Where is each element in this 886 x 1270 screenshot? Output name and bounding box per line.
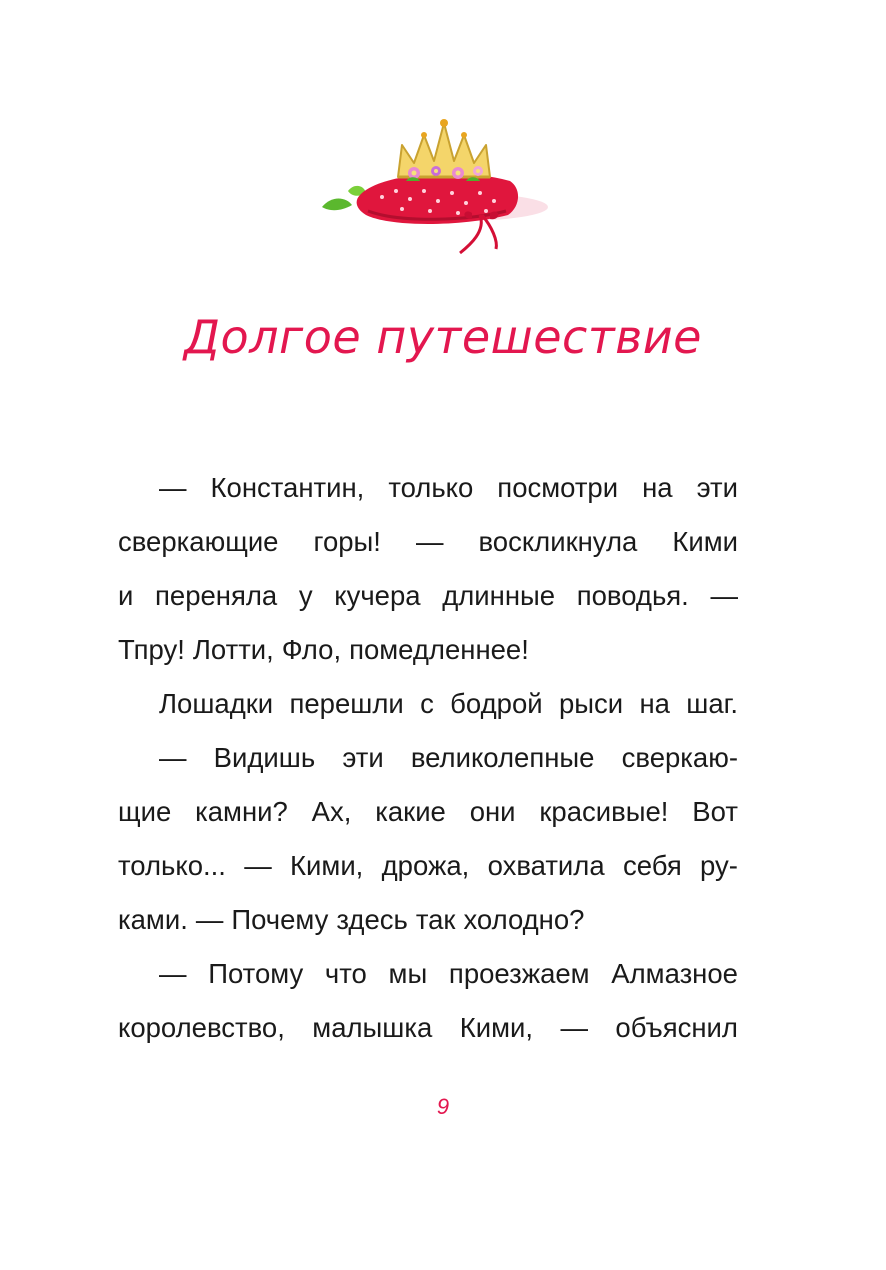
crown-on-pillow-icon [310,115,550,265]
text-line [118,1001,738,1055]
word: Лотти, [192,634,274,665]
word: — [159,958,187,989]
text-line [118,515,738,569]
word: — [415,526,444,557]
text-line [118,569,738,623]
word: — [560,1012,588,1043]
word: камни? [195,796,288,827]
word: сверкаю- [621,742,738,773]
word: какие [375,796,446,827]
word: так [415,904,456,935]
word: длинные [442,580,556,611]
word: с [420,688,434,719]
word: охватила [487,850,605,881]
word: шаг. [686,688,738,719]
word: только... [118,850,226,881]
text-line [118,947,738,1001]
word: здесь [336,904,408,935]
word: Ах, [311,796,352,827]
word: Видишь [213,742,316,773]
word: Кими, [290,850,364,881]
word: горы! [313,526,381,557]
word: дрожа, [381,850,470,881]
word: на [639,688,670,719]
chapter-body-text [118,461,738,1055]
word: себя [622,850,682,881]
word: помедленнее! [349,634,529,665]
word: ками. [118,904,188,935]
word: королевство, [118,1012,285,1043]
word: перешли [289,688,404,719]
text-line [118,623,738,677]
text-line [118,893,738,947]
word: только [388,472,474,503]
word: что [324,958,367,989]
word: проезжаем [448,958,590,989]
word: они [469,796,516,827]
word: посмотри [497,472,619,503]
word: и [118,580,134,611]
word: ру- [700,850,738,881]
word: у [298,580,313,611]
word: объяснил [615,1012,738,1043]
word: эти [696,472,738,503]
word: — [159,742,187,773]
word: Константин, [210,472,365,503]
word: сверкающие [118,526,279,557]
word: мы [388,958,428,989]
word: поводья. [576,580,689,611]
chapter-title: Долгое путешествие [184,310,702,364]
text-line [118,731,738,785]
word: Потому [208,958,304,989]
page-number: 9 [436,1094,450,1119]
word: — [159,472,187,503]
word: малышка [312,1012,433,1043]
word: воскликнула [478,526,638,557]
text-line [118,785,738,839]
word: — [195,904,224,935]
word: кучера [334,580,421,611]
word: Кими [672,526,738,557]
word: — [244,850,272,881]
word: Вот [692,796,738,827]
word: — [710,580,738,611]
word: на [642,472,673,503]
word: Фло, [281,634,342,665]
word: холодно? [463,904,585,935]
text-line [118,677,738,731]
word: переняла [155,580,278,611]
word: бодрой [450,688,543,719]
word: эти [342,742,384,773]
word: Лошадки [159,688,274,719]
word: Тпру! [118,634,185,665]
text-line [118,839,738,893]
word: Кими, [459,1012,534,1043]
word: великолепные [410,742,595,773]
word: красивые! [539,796,669,827]
word: Почему [231,904,329,935]
word: щие [118,796,172,827]
word: Алмазное [611,958,738,989]
word: рыси [558,688,624,719]
text-line [118,461,738,515]
